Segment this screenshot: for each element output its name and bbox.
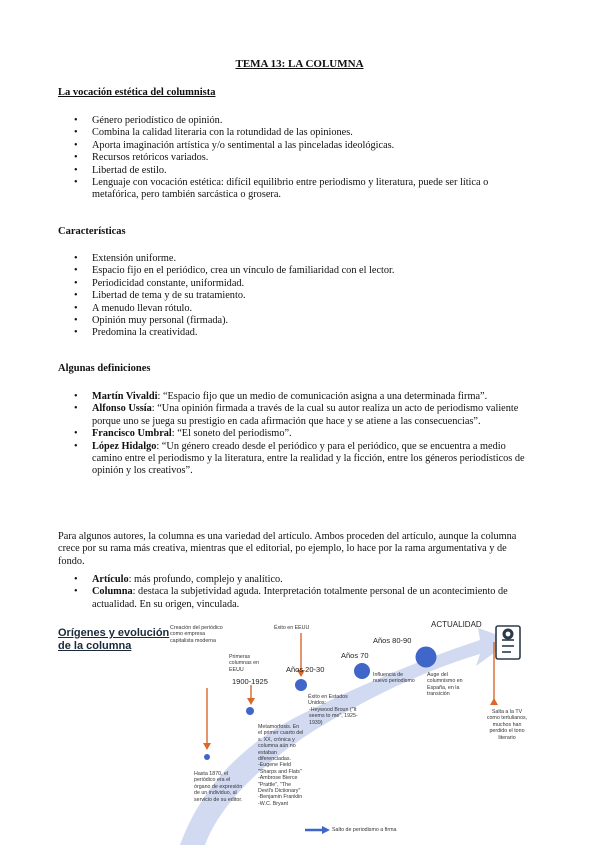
term-name: Artículo bbox=[92, 574, 129, 585]
list-item: • Opinión muy personal (firmada). bbox=[58, 315, 528, 327]
list-item: • Predomina la creatividad. bbox=[58, 327, 528, 339]
list-item: • Lenguaje con vocación estética: difícil equilibrio entre periodismo y literatura, puede ser lítica o metafórica, pero también sarcástica o grosera. bbox=[58, 177, 528, 202]
timeline-dot-1900 bbox=[246, 707, 254, 715]
author-name: Martín Vivaldi bbox=[92, 391, 158, 402]
note-salto-firma: Salto de periodismo a firma bbox=[332, 827, 397, 833]
term-text: : destaca la subjetividad aguda. Interpretación totalmente personal de un acontecimiento de actualidad. En su origen, vinculada. bbox=[92, 586, 508, 610]
definition-item bbox=[58, 391, 528, 403]
list-item: • A menudo llevan rótulo. bbox=[58, 303, 528, 315]
origins-heading-line1: Orígenes y evolución bbox=[58, 627, 170, 639]
list-item: • Libertad de estilo. bbox=[58, 165, 528, 177]
timeline-dot-1870 bbox=[204, 754, 210, 760]
era-1900-1925: 1900-1925 bbox=[232, 677, 268, 686]
list-item: • Periodicidad constante, uniformidad. bbox=[58, 278, 528, 290]
era-70: Años 70 bbox=[341, 651, 369, 660]
note-hasta-1870: Hasta 1870, el periódico era el órgano de expresión de un individuo, al servicio de su editor. bbox=[194, 771, 243, 803]
note-salta-tv: Salta a la TV como tertulianos, muchos han perdido el tono literario bbox=[486, 709, 528, 741]
list-vocacion bbox=[58, 115, 528, 202]
list-item: • Aporta imaginación artística y/o sentimental a las pinceladas ideológicas. bbox=[58, 140, 528, 152]
section-heading-vocacion: La vocación estética del columnista bbox=[58, 87, 216, 98]
definition-item bbox=[58, 403, 528, 428]
list-articulo-columna bbox=[58, 574, 528, 611]
document-icon bbox=[496, 626, 520, 659]
note-metamorfosis: Metamorfosis. En el primer cuarto del s. XX, crónica y columna aún no estaban diferenciadas. -Eugene Field "Sharps and Flats" -Ambrose Bierce "Prattle", "The Devil's Dictionary" -Benjamin Franklin -W.C. Bryant bbox=[258, 724, 304, 807]
note-auge-transicion: Auge del columnismo en España, en la transición bbox=[427, 672, 463, 698]
note-primeras-columnas: Primeras columnas en EEUU bbox=[229, 654, 260, 673]
definition-text: : “Un género creado desde el periódico y para el periódico, que se encuentra a medio camino entre el periodismo y la literatura, entre la realidad y la ficción, entre los géneros periodísticos de opinión y los creativos”. bbox=[92, 440, 525, 477]
list-item: • Extensión uniforme. bbox=[58, 253, 528, 265]
list-item: • Libertad de tema y de su tratamiento. bbox=[58, 290, 528, 302]
connector-1900-head bbox=[247, 698, 255, 705]
author-name: Alfonso Ussía bbox=[92, 403, 152, 415]
era-20-30: Años 20-30 bbox=[286, 665, 325, 674]
section-heading-definiciones: Algunas definiciones bbox=[58, 363, 151, 374]
list-item: • Recursos retóricos variados. bbox=[58, 152, 528, 164]
timeline-dot-80-90 bbox=[416, 647, 437, 668]
definition-text: : “Espacio fijo que un medio de comunicación asigna a una determinada firma”. bbox=[157, 391, 488, 402]
origins-heading-line2: de la columna bbox=[58, 640, 132, 652]
era-actualidad: ACTUALIDAD bbox=[431, 620, 482, 629]
note-heywood: -Heywood Broun ("It seems to me", 1925-1939) bbox=[309, 707, 358, 726]
connector-1870-head bbox=[203, 743, 211, 750]
note-exito-estados-unidos: Éxito en Estados Unidos: bbox=[308, 694, 348, 707]
definition-text: : “Una opinión firmada a través de la cual su autor realiza un acto de periodismo valiente porque uno se juega su prestigio en cada afirmación que hace y se atiene a las consecuencias”. bbox=[92, 403, 519, 427]
comparison-item bbox=[58, 574, 528, 586]
definition-item bbox=[58, 441, 528, 478]
section-heading-caracteristicas: Características bbox=[58, 226, 126, 237]
note-exito-eeuu: Éxito en EEUU bbox=[274, 625, 310, 631]
intro-paragraph: Para algunos autores, la columna es una variedad del artículo. Ambos proceden del artículo, aunque la columna crece por su rama más creativa, mientras que el editorial, po ejemplo, lo hace por la rama argumentativa y de fondo. bbox=[58, 531, 517, 567]
timeline-dot-20-30 bbox=[295, 679, 307, 691]
author-name: Francisco Umbral bbox=[92, 428, 172, 440]
definition-item bbox=[58, 428, 528, 440]
list-item: • Espacio fijo en el periódico, crea un vínculo de familiaridad con el lector. bbox=[58, 265, 528, 277]
comparison-item bbox=[58, 586, 528, 611]
definition-text: : “El soneto del periodismo”. bbox=[171, 428, 292, 440]
term-name: Columna bbox=[92, 586, 133, 598]
connector-tv-head bbox=[490, 698, 498, 705]
note-creacion-periodico: Creación del periódico como empresa capitalista moderna bbox=[170, 625, 223, 644]
list-item: • Combina la calidad literaria con la rotundidad de las opiniones. bbox=[58, 127, 528, 139]
blue-arrow-head bbox=[322, 826, 330, 834]
timeline-dot-70 bbox=[354, 663, 370, 679]
list-caracteristicas bbox=[58, 253, 528, 340]
author-name: López Hidalgo bbox=[92, 440, 157, 452]
term-text: : más profundo, complejo y analítico. bbox=[128, 574, 283, 585]
era-80-90: Años 80-90 bbox=[373, 636, 412, 645]
page-title: TEMA 13: LA COLUMNA bbox=[235, 58, 364, 70]
list-definiciones bbox=[58, 391, 528, 478]
note-nuevo-periodismo: Influencia de nuevo periodismo bbox=[373, 672, 415, 685]
list-item: • Género periodístico de opinión. bbox=[58, 115, 528, 127]
